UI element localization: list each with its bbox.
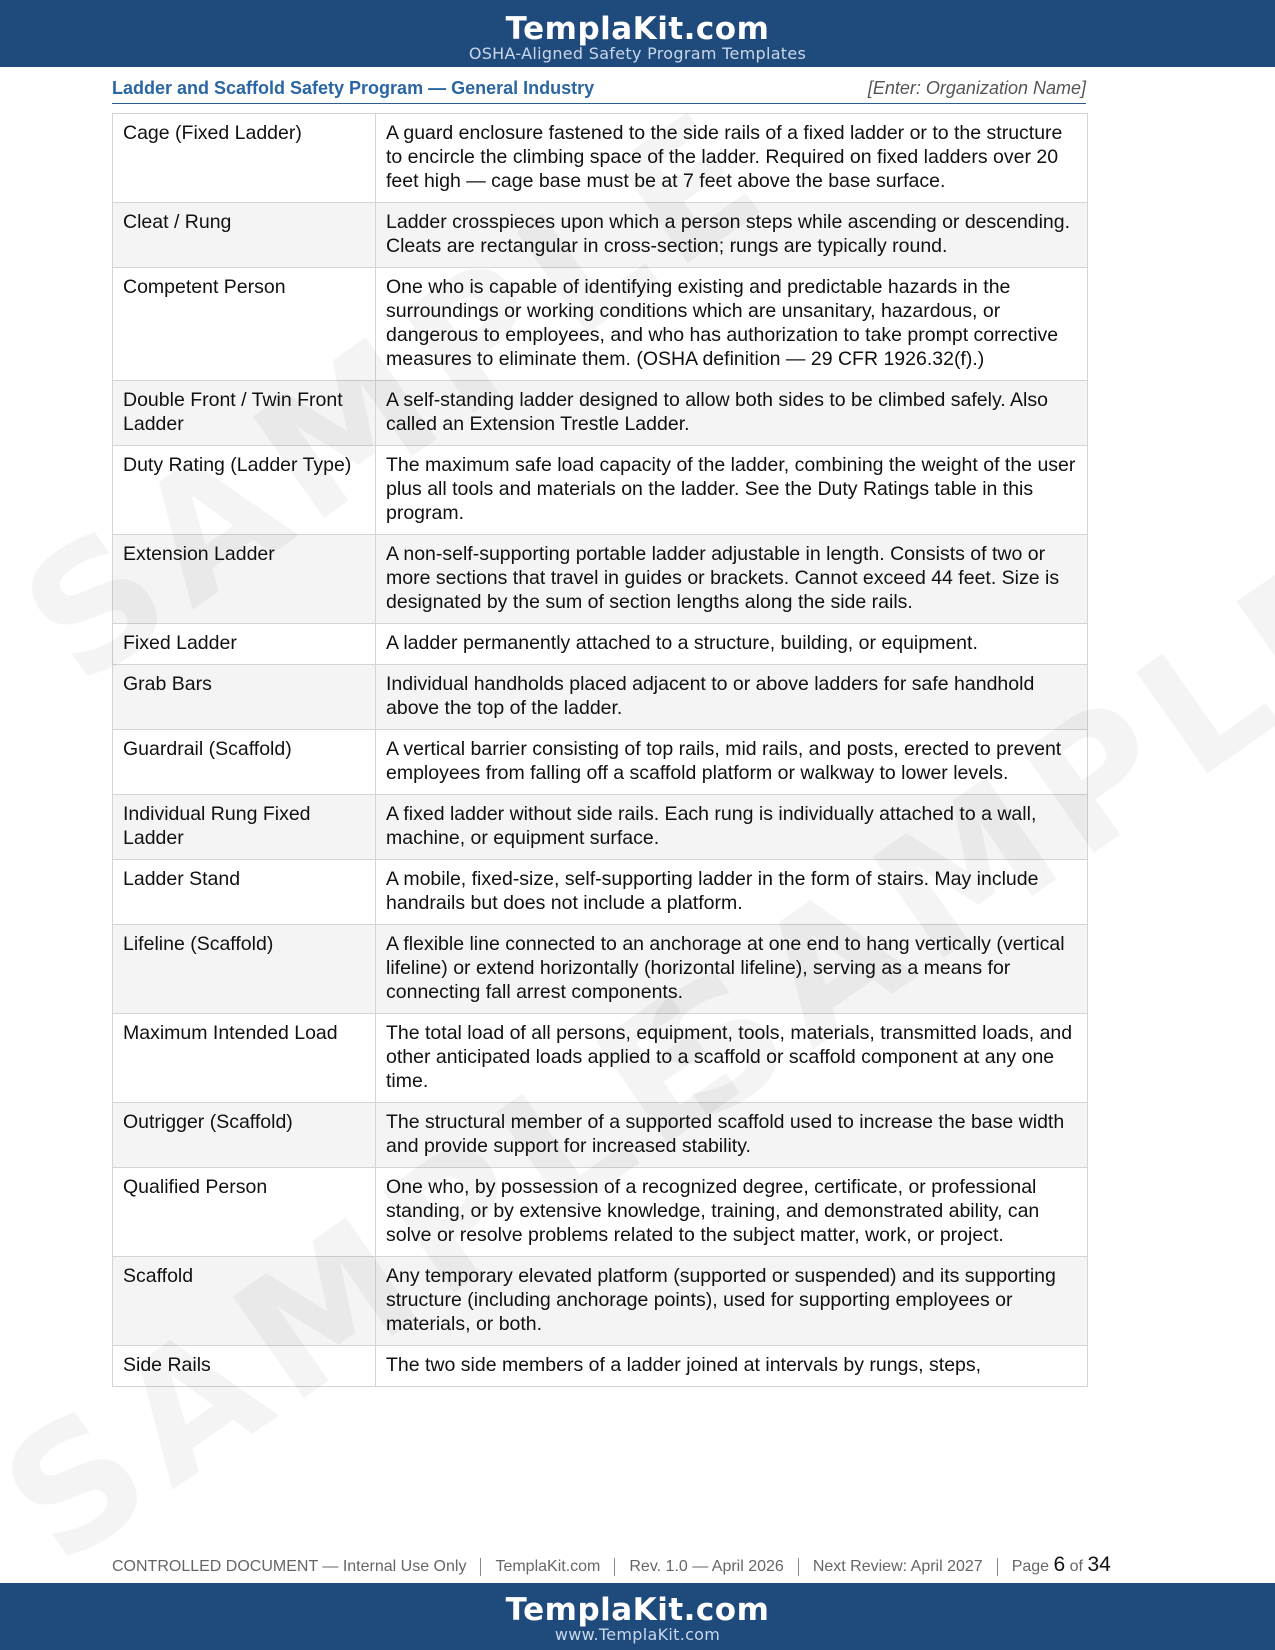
definition-text: A non-self-supporting portable ladder adjustable in length. Consists of two or more sections that travel in guides or brackets. Cannot exceed 44 feet. Size is designated by the sum of section lengths along the side rails. xyxy=(376,535,1088,624)
definition-text: A fixed ladder without side rails. Each rung is individually attached to a wall, machine, or equipment surface. xyxy=(376,795,1088,860)
definition-row xyxy=(113,268,1088,381)
of-label: of xyxy=(1069,1558,1083,1575)
definition-text: A vertical barrier consisting of top rails, mid rails, and posts, erected to prevent employees from falling off a scaffold platform or walkway to lower levels. xyxy=(376,730,1088,795)
definition-row xyxy=(113,1168,1088,1257)
definition-text: The total load of all persons, equipment, tools, materials, transmitted loads, and other anticipated loads applied to a scaffold or scaffold component at any one time. xyxy=(376,1014,1088,1103)
footer-site: TemplaKit.com xyxy=(495,1558,601,1575)
definition-term: Ladder Stand xyxy=(113,860,376,925)
definition-text: Any temporary elevated platform (supported or suspended) and its supporting structure (including anchorage points), used for supporting employees or materials, or both. xyxy=(376,1257,1088,1346)
revision-info: Rev. 1.0 — April 2026 xyxy=(629,1558,784,1575)
bottom-brand-name: TemplaKit.com xyxy=(505,1592,770,1628)
next-review-info: Next Review: April 2027 xyxy=(812,1558,983,1575)
definition-term: Individual Rung Fixed Ladder xyxy=(113,795,376,860)
definition-text: The structural member of a supported scaffold used to increase the base width and provide support for increased stability. xyxy=(376,1103,1088,1168)
definition-row xyxy=(113,730,1088,795)
document-title: Ladder and Scaffold Safety Program — General Industry xyxy=(112,78,595,98)
definition-text: A self-standing ladder designed to allow both sides to be climbed safely. Also called an Extension Trestle Ladder. xyxy=(376,381,1088,446)
top-brand-bar xyxy=(0,0,1275,67)
definition-text: The maximum safe load capacity of the ladder, combining the weight of the user plus all tools and materials on the ladder. See the Duty Ratings table in this program. xyxy=(376,446,1088,535)
definition-row xyxy=(113,381,1088,446)
definition-term: Guardrail (Scaffold) xyxy=(113,730,376,795)
bottom-brand-bar xyxy=(0,1583,1275,1650)
page-footer xyxy=(112,1553,1162,1577)
definition-term: Side Rails xyxy=(113,1346,376,1387)
definition-row xyxy=(113,665,1088,730)
definition-row xyxy=(113,1014,1088,1103)
definition-row xyxy=(113,203,1088,268)
definition-term: Duty Rating (Ladder Type) xyxy=(113,446,376,535)
definition-text: Individual handholds placed adjacent to or above ladders for safe handhold above the top of the ladder. xyxy=(376,665,1088,730)
definition-row xyxy=(113,114,1088,203)
definition-row xyxy=(113,860,1088,925)
definition-row xyxy=(113,1257,1088,1346)
definition-text: Ladder crosspieces upon which a person steps while ascending or descending. Cleats are rectangular in cross-section; rungs are typically round. xyxy=(376,203,1088,268)
organization-name-placeholder: [Enter: Organization Name] xyxy=(867,78,1086,98)
definition-term: Cage (Fixed Ladder) xyxy=(113,114,376,203)
definition-term: Grab Bars xyxy=(113,665,376,730)
brand-tagline: OSHA-Aligned Safety Program Templates xyxy=(468,44,807,63)
definition-term: Cleat / Rung xyxy=(113,203,376,268)
definition-term: Scaffold xyxy=(113,1257,376,1346)
definition-text: One who, by possession of a recognized degree, certificate, or professional standing, or by extensive knowledge, training, and demonstrated ability, can solve or resolve problems related to the subject matter, work, or project. xyxy=(376,1168,1088,1257)
definition-row xyxy=(113,795,1088,860)
definition-row xyxy=(113,535,1088,624)
document-header xyxy=(112,76,1086,104)
definition-row xyxy=(113,1346,1088,1387)
definition-term: Outrigger (Scaffold) xyxy=(113,1103,376,1168)
definitions-table xyxy=(112,113,1088,1387)
definition-term: Extension Ladder xyxy=(113,535,376,624)
definition-text: A guard enclosure fastened to the side rails of a fixed ladder or to the structure to encircle the climbing space of the ladder. Required on fixed ladders over 20 feet high — cage base must be at 7 feet above the base surface. xyxy=(376,114,1088,203)
page-label: Page xyxy=(1011,1558,1050,1575)
definition-row xyxy=(113,925,1088,1014)
controlled-document-notice: CONTROLLED DOCUMENT — Internal Use Only xyxy=(112,1558,467,1575)
page-number: 6 xyxy=(1053,1553,1066,1576)
footer-separator xyxy=(997,1558,998,1576)
footer-separator xyxy=(614,1558,615,1576)
website-url: www.TemplaKit.com xyxy=(554,1625,721,1644)
footer-separator xyxy=(798,1558,799,1576)
definition-term: Lifeline (Scaffold) xyxy=(113,925,376,1014)
definition-term: Competent Person xyxy=(113,268,376,381)
footer-separator xyxy=(480,1558,481,1576)
page-total: 34 xyxy=(1087,1553,1111,1576)
definition-text: A mobile, fixed-size, self-supporting ladder in the form of stairs. May include handrails but does not include a platform. xyxy=(376,860,1088,925)
definition-term: Double Front / Twin Front Ladder xyxy=(113,381,376,446)
definition-term: Qualified Person xyxy=(113,1168,376,1257)
definition-row xyxy=(113,624,1088,665)
definition-term: Maximum Intended Load xyxy=(113,1014,376,1103)
brand-name: TemplaKit.com xyxy=(505,11,770,47)
definition-row xyxy=(113,1103,1088,1168)
definition-row xyxy=(113,446,1088,535)
definition-text: A flexible line connected to an anchorage at one end to hang vertically (vertical lifeline) or extend horizontally (horizontal lifeline), serving as a means for connecting fall arrest components. xyxy=(376,925,1088,1014)
definition-term: Fixed Ladder xyxy=(113,624,376,665)
definition-text: The two side members of a ladder joined at intervals by rungs, steps, xyxy=(376,1346,1088,1387)
definition-text: One who is capable of identifying existing and predictable hazards in the surroundings or working conditions which are unsanitary, hazardous, or dangerous to employees, and who has authorization to take prompt corrective measures to eliminate them. (OSHA definition — 29 CFR 1926.32(f).) xyxy=(376,268,1088,381)
definition-text: A ladder permanently attached to a structure, building, or equipment. xyxy=(376,624,1088,665)
